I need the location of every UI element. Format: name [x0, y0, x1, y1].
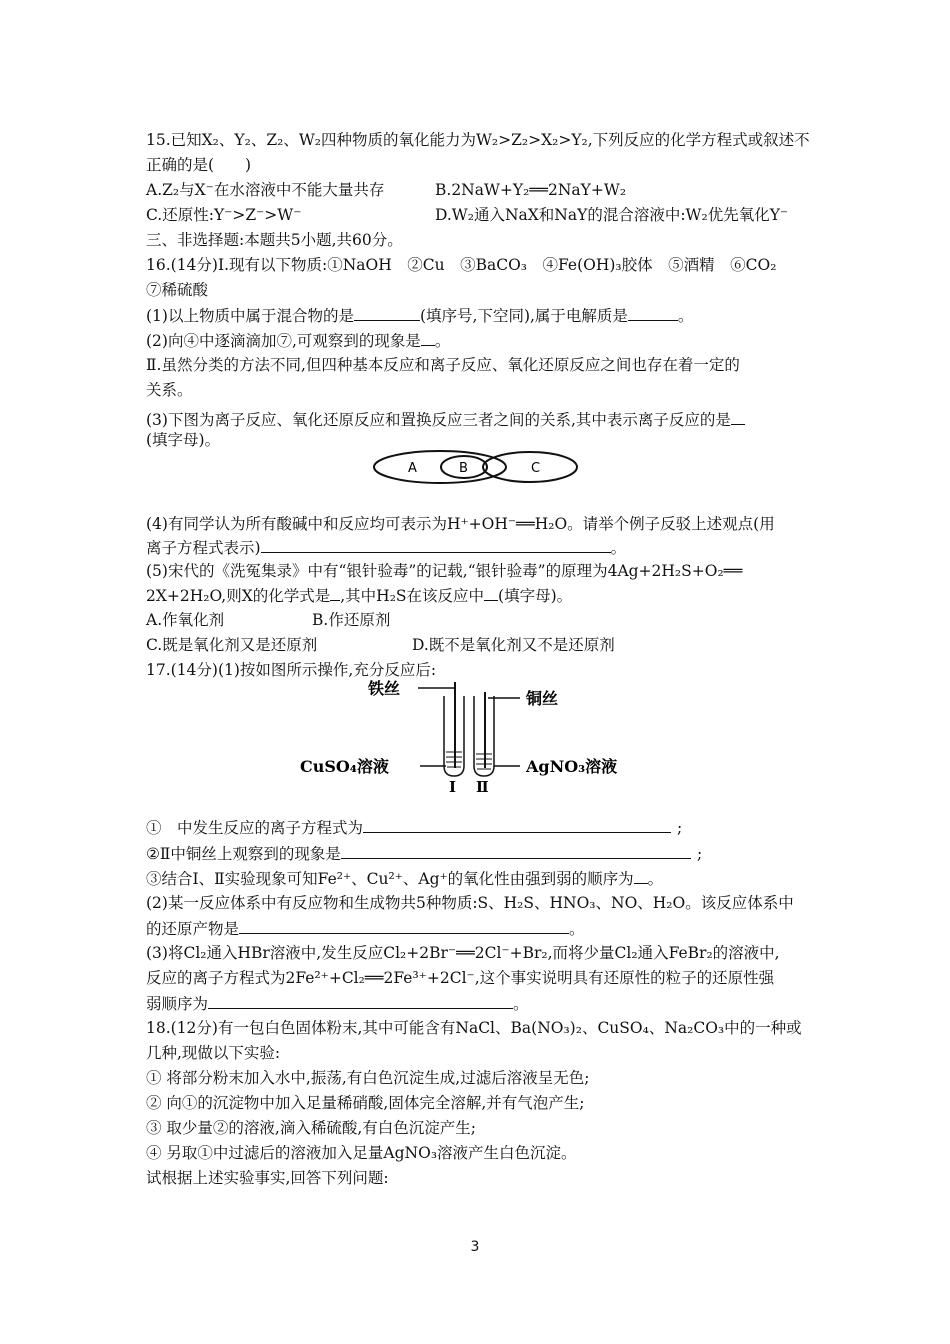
q16-options-cd	[146, 635, 615, 655]
answer-blank	[261, 537, 611, 553]
q16-option-a: A.作氧化剂	[146, 611, 225, 629]
venn-label-a: A	[408, 461, 417, 476]
q15-options-ab	[146, 180, 627, 200]
label-copper-wire: 铜丝	[526, 689, 559, 708]
test-tube-figure	[298, 678, 658, 796]
q16-subq3-line2: (填字母)。	[146, 431, 221, 449]
q15-option-a: A.Z₂与X⁻在水溶液中不能大量共存	[146, 181, 385, 199]
q16-subq1: (1)以上物质中属于混合物的是 (填序号,下空同),属于电解质是 。	[146, 307, 694, 325]
venn-label-c: C	[531, 461, 541, 476]
q16-part2-line1: Ⅱ.虽然分类的方法不同,但四种基本反应和离子反应、氧化还原反应之间也存在着一定的	[146, 356, 740, 374]
q18-step4: ④ 另取①中过滤后的溶液加入足量AgNO₃溶液产生白色沉淀。	[146, 1144, 577, 1162]
q16-subq4-line2: 离子方程式表示) 。	[146, 539, 627, 557]
venn-diagram	[370, 446, 584, 488]
q16-subq5-line2: 2X+2H₂O,则X的化学式是 ,其中H₂S在该反应中 (填字母)。	[146, 587, 573, 605]
q15-option-b: B.2NaW+Y₂══2NaY+W₂	[435, 181, 627, 199]
q17-subq3-line2: 反应的离子方程式为2Fe²⁺+Cl₂══2Fe³⁺+2Cl⁻,这个事实说明具有还原性的粒子的还原性强	[146, 969, 775, 987]
q16-subq2: (2)向④中逐滴滴加⑦,可观察到的现象是 。	[146, 332, 451, 350]
answer-blank	[421, 330, 435, 346]
q15-stem-line1: 15.已知X₂、Y₂、Z₂、W₂四种物质的氧化能力为W₂>Z₂>X₂>Y₂,下列反应的化学方程式或叙述不	[146, 131, 810, 149]
label-tube-2: Ⅱ	[476, 778, 489, 796]
answer-blank	[484, 585, 498, 601]
label-iron-wire: 铁丝	[368, 679, 401, 698]
q16-line2: ⑦稀硫酸	[146, 281, 209, 299]
q17-subq3: (3)将Cl₂通入HBr溶液中,发生反应Cl₂+2Br⁻══2Cl⁻+Br₂,而将少量Cl₂通入FeBr₂的溶液中,	[146, 944, 780, 962]
q16-subq4: (4)有同学认为所有酸碱中和反应均可表示为H⁺+OH⁻══H₂O。请举个例子反驳上述观点(用	[146, 515, 775, 533]
answer-blank	[354, 305, 420, 321]
answer-blank	[634, 868, 648, 884]
q15-stem-line2: 正确的是( )	[146, 156, 252, 174]
q18-line1: 18.(12分)有一包白色固体粉末,其中可能含有NaCl、Ba(NO₃)₂、CuSO₄、Na₂CO₃中的一种或	[146, 1019, 802, 1037]
page-number: 3	[470, 1239, 480, 1255]
q16-subq3: (3)下图为离子反应、氧化还原反应和置换反应三者之间的关系,其中表示离子反应的是	[146, 409, 745, 430]
q18-prompt: 试根据上述实验事实,回答下列问题:	[146, 1169, 389, 1187]
q16-line1: 16.(14分)Ⅰ.现有以下物质:①NaOH ②Cu ③BaCO₃ ④Fe(OH)₃胶体 ⑤酒精 ⑥CO₂	[146, 256, 777, 274]
answer-blank	[363, 817, 671, 833]
q16-options-ab	[146, 610, 391, 630]
q17-subq3-line3: 弱顺序为 。	[146, 995, 529, 1013]
q15-option-d: D.W₂通入NaX和NaY的混合溶液中:W₂优先氧化Y⁻	[435, 206, 789, 224]
label-tube-1: Ⅰ	[449, 778, 457, 796]
q18-step3: ③ 取少量②的溶液,滴入稀硫酸,有白色沉淀产生;	[146, 1119, 477, 1137]
q16-part2-line2: 关系。	[146, 381, 193, 399]
q18-step2: ② 向①的沉淀物中加入足量稀硝酸,固体完全溶解,并有气泡产生;	[146, 1094, 585, 1112]
q17-subq1-1: ① 中发生反应的离子方程式为 ;	[146, 819, 683, 837]
q17-subq2-line2: 的还原产物是 。	[146, 920, 585, 938]
q18-step1: ① 将部分粉末加入水中,振荡,有白色沉淀生成,过滤后溶液呈无色;	[146, 1069, 590, 1087]
q15-options-cd	[146, 205, 789, 225]
q17-subq1-3: ③结合Ⅰ、Ⅱ实验现象可知Fe²⁺、Cu²⁺、Ag⁺的氧化性由强到弱的顺序为 。	[146, 870, 664, 888]
answer-blank	[239, 918, 569, 934]
q16-option-c: C.既是氧化剂又是还原剂	[146, 636, 318, 654]
venn-label-b: B	[459, 461, 468, 476]
answer-blank	[731, 409, 745, 425]
answer-blank	[208, 993, 513, 1009]
q17-subq2: (2)某一反应体系中有反应物和生成物共5种物质:S、H₂S、HNO₃、NO、H₂O。该反应体系中	[146, 894, 794, 912]
q18-line2: 几种,现做以下实验:	[146, 1044, 281, 1062]
q15-option-c: C.还原性:Y⁻>Z⁻>W⁻	[146, 206, 302, 224]
answer-blank	[341, 843, 691, 859]
q16-subq5: (5)宋代的《洗冤集录》中有“银针验毒”的记载,“银针验毒”的原理为4Ag+2H₂S+O₂══	[146, 562, 743, 580]
q17-subq1-2: ②Ⅱ中铜丝上观察到的现象是 ;	[146, 845, 703, 863]
q16-option-d: D.既不是氧化剂又不是还原剂	[412, 636, 615, 654]
label-agno3: AgNO₃溶液	[526, 757, 618, 776]
q16-option-b: B.作还原剂	[312, 611, 391, 629]
q17-line1: 17.(14分)(1)按如图所示操作,充分反应后:	[146, 661, 437, 679]
section-heading: 三、非选择题:本题共5小题,共60分。	[146, 231, 403, 249]
venn-ellipse-right	[483, 452, 577, 482]
answer-blank	[330, 585, 340, 601]
label-cuso4: CuSO₄溶液	[300, 757, 389, 776]
answer-blank	[628, 305, 678, 321]
